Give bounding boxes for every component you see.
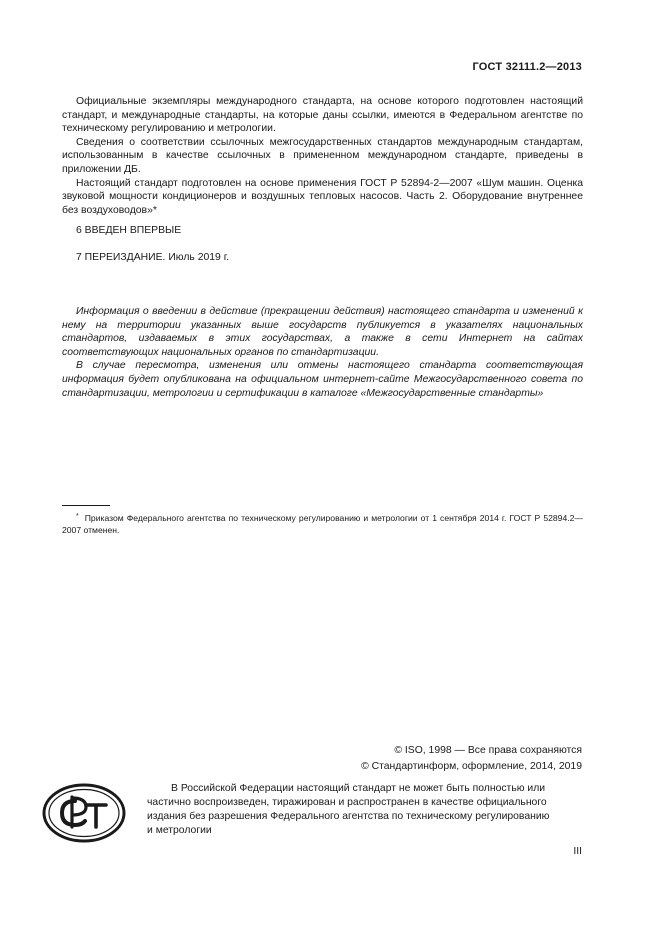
copyright-standartinform: © Стандартинформ, оформление, 2014, 2019 [361,761,582,772]
intro-paragraph-basis: Настоящий стандарт подготовлен на основе применения ГОСТ Р 52894-2—2007 «Шум машин. Оценка звуковой мощности кондиционеров и воздушных тепловых насосов. Часть 2. Оборудование внутреннее без воздуховодов»* [62,177,583,216]
footnote-text: Приказом Федерального агентства по техническому регулированию и метрологии от 1 сентября 2014 г. ГОСТ Р 52894.2—2007 отменен. [62,513,583,535]
item-6-introduced: 6 ВВЕДЕН ВПЕРВЫЕ [76,225,182,236]
notice-line-2: частично воспроизведен, тиражирован и распространен в качестве официального [147,797,547,808]
intro-section [62,95,583,217]
standard-designation: ГОСТ 32111.2—2013 [472,61,582,73]
footnote-mark: * [76,513,79,520]
footnote-separator [62,505,110,506]
intro-paragraph-reference-correspondence: Сведения о соответствии ссылочных межгосударственных стандартов международным стандартам, использованным в качестве ссылочных в примененном международном стандарте, приведены в приложении ДБ. [62,136,583,175]
item-7-reissue: 7 ПЕРЕИЗДАНИЕ. Июль 2019 г. [76,252,230,263]
info-paragraph-revision: В случае пересмотра, изменения или отмены настоящего стандарта соответствующая информация будет опубликована на официальном интернет-сайте Межгосударственного совета по стандартизации, метрологии и сертификации в каталоге «Межгосударственные стандарты» [62,360,583,399]
reproduction-notice [147,782,583,838]
intro-paragraph-official-copies: Официальные экземпляры международного стандарта, на основе которого подготовлен настоящий стандарт, и международные стандарты, на которые даны ссылки, имеются в Федеральном агентстве по техническому регулированию и метрологии. [62,96,583,135]
rst-certification-mark-icon [42,783,126,843]
info-paragraph-publication: Информация о введении в действие (прекращении действия) настоящего стандарта и изменений к нему на территории указанных выше государств публикуется в указателях национальных стандартов, издаваемых в этих государствах, а также в сети Интернет на сайтах соответствующих национальных органов по стандартизации. [62,306,583,358]
footnote [62,511,583,536]
page-number: III [573,846,582,857]
copyright-iso: © ISO, 1998 — Все права сохраняются [394,745,582,756]
notice-line-1: В Российской Федерации настоящий стандарт не может быть полностью или [171,783,546,794]
notice-line-4: и метрологии [147,825,212,836]
info-section [62,305,583,400]
notice-line-3: издания без разрешения Федерального агентства по техническому регулированию [147,811,550,822]
